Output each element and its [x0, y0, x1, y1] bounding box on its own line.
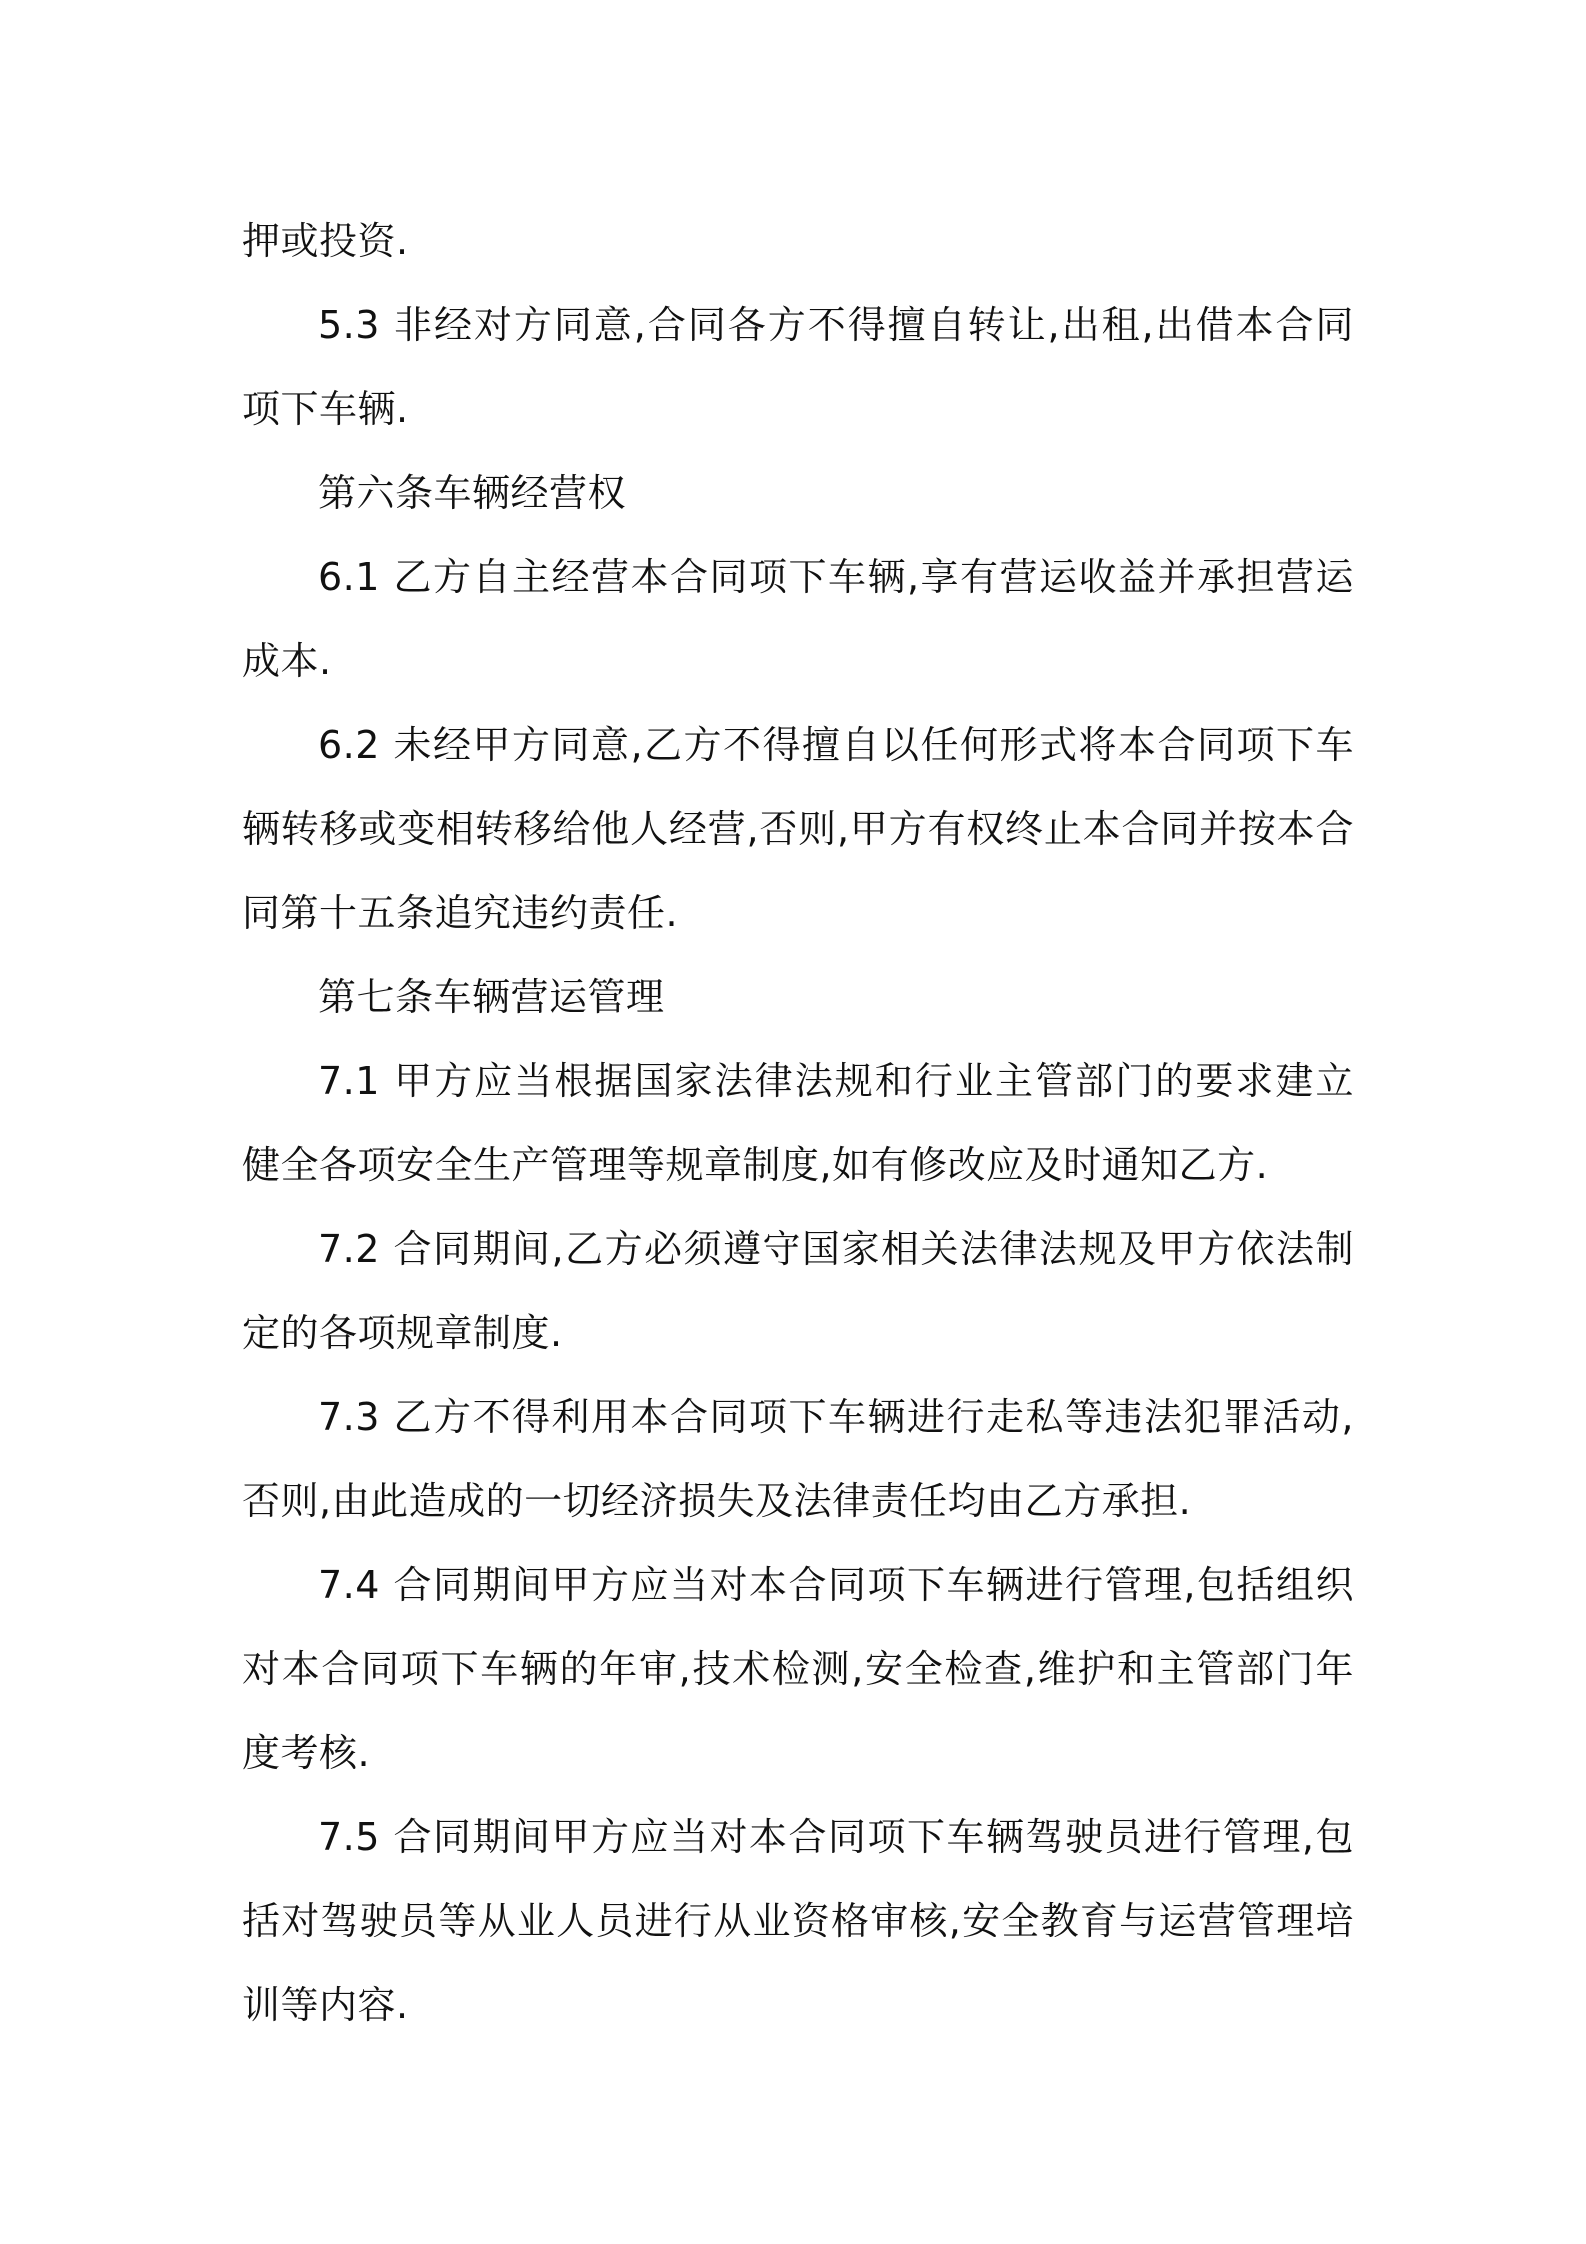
document-body — [242, 199, 1354, 2047]
article-7-heading: 第七条车辆营运管理 — [318, 975, 665, 1019]
clause-6-2: 6.2 未经甲方同意,乙方不得擅自以任何形式将本合同项下车辆转移或变相转移给他人经营,否则,甲方有权终止本合同并按本合同第十五条追究违约责任. — [242, 723, 1354, 935]
clause-5-3: 5.3 非经对方同意,合同各方不得擅自转让,出租,出借本合同项下车辆. — [242, 303, 1354, 431]
clause-7-5: 7.5 合同期间甲方应当对本合同项下车辆驾驶员进行管理,包括对驾驶员等从业人员进行从业资格审核,安全教育与运营管理培训等内容. — [242, 1815, 1354, 2027]
clause-7-4: 7.4 合同期间甲方应当对本合同项下车辆进行管理,包括组织对本合同项下车辆的年审,技术检测,安全检查,维护和主管部门年度考核. — [242, 1563, 1354, 1775]
clause-7-3: 7.3 乙方不得利用本合同项下车辆进行走私等违法犯罪活动,否则,由此造成的一切经济损失及法律责任均由乙方承担. — [242, 1395, 1354, 1523]
clause-6-1: 6.1 乙方自主经营本合同项下车辆,享有营运收益并承担营运成本. — [242, 555, 1354, 683]
article-6-heading: 第六条车辆经营权 — [318, 471, 627, 515]
paragraph-continuation: 押或投资. — [242, 219, 409, 263]
clause-7-1: 7.1 甲方应当根据国家法律法规和行业主管部门的要求建立健全各项安全生产管理等规章制度,如有修改应及时通知乙方. — [242, 1059, 1354, 1187]
clause-7-2: 7.2 合同期间,乙方必须遵守国家相关法律法规及甲方依法制定的各项规章制度. — [242, 1227, 1354, 1355]
